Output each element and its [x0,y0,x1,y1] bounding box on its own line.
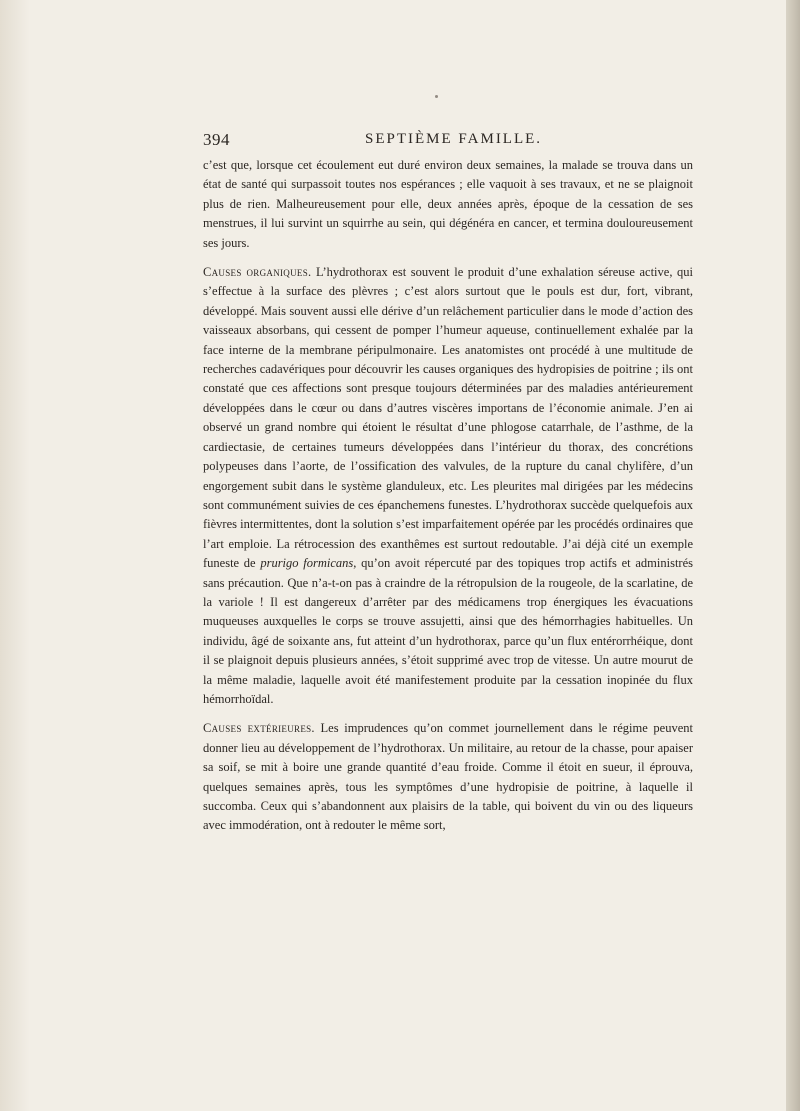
paragraph-text: Les imprudences qu’on commet journellement dans le régime peuvent donner lieu au développement de l’hydrothorax. Un militaire, au retour de la chasse, pour apaiser sa soif, se mit à boire une grande quantité d’eau froide. Comme il étoit en sueur, il éprouva, quelques semaines après, tous les symptômes d’une hydropisie de poitrine, à laquelle il succomba. Ceux qui s’abandonnent aux plaisirs de la table, qui boivent du vin ou des liqueurs avec immodération, ont à redouter le même sort, [203,721,693,833]
italic-term: prurigo formicans [260,556,354,571]
paragraph-causes-exterieures [203,719,693,835]
paragraph-text: L’hydrothorax est souvent le produit d’une exhalation séreuse active, qui s’effectue à la surface des plèvres ; c’est alors surtout que le pouls est dur, fort, vibrant, développé. Mais souvent aussi elle dérive d’un relâchement particulier dans le mode d’action des vaisseaux absorbans, qui cessent de pomper l’humeur aqueuse, continuellement exhalée par la face interne de la membrane péripulmonaire. Les anatomistes ont procédé à une multitude de recherches cadavériques pour découvrir les causes organiques des hydropisies de poitrine ; ils ont constaté que ces affections sont presque toujours déterminées par des maladies antérieurement développées dans le cœur ou dans d’autres viscères importans de l’économie animale. J’en ai observé un grand nombre qui étoient le résultat d’une phlogose catarrhale, de l’asthme, de la cardiectasie, de certaines tumeurs développées dans l’intérieur du thorax, des concrétions polypeuses dans l’aorte, de l’ossification des valvules, de la rupture du canal chylifère, d’un engorgement subit dans le système glanduleux, etc. Les pleurites mal dirigées par les médecins sont communément suivies de ces épanchemens funestes. L’hydrothorax succède quelquefois aux fièvres intermittentes, dont la solution s’est imparfaitement opérée par les procédés ordinaires que l’art emploie. La rétrocession des exanthêmes est surtout redoutable. J’ai déjà cité un exemple funeste de [203,265,693,571]
page-number: 394 [203,130,230,149]
page-header [203,130,693,154]
paragraph-causes-organiques [203,263,693,709]
section-heading: Causes extérieures. [203,721,315,736]
page-gutter-shade [0,0,30,1111]
ink-speck [435,95,438,98]
running-head: SEPTIÈME FAMILLE. [365,131,543,147]
body-text [203,156,693,836]
paragraph-continuation [203,156,693,253]
paragraph-text: c’est que, lorsque cet écoulement eut duré environ deux semaines, la malade se trouva dans un état de santé qui surpassoit toutes nos espérances ; elle vaquoit à ses travaux, et ne se plaignoit plus de rien. Malheureusement pour elle, deux années après, époque de la cessation de ses menstrues, il lui survint un squirrhe au sein, qui dégénéra en cancer, et termina douloureusement ses jours. [203,158,693,250]
section-heading: Causes organiques. [203,265,312,280]
paragraph-text: , qu’on avoit répercuté par des topiques trop actifs et administrés sans précaution. Que n’a-t-on pas à craindre de la rétropulsion de la rougeole, de la scarlatine, de la variole ! Il est dangereux d’arrêter par des médicamens trop énergiques les évacuations muqueuses auxquelles le corps se trouve assujetti, ainsi que des hémorrhagies habituelles. Un individu, âgé de soixante ans, fut atteint d’un hydrothorax, parce qu’un flux entérorrhéique, dont il se plaignoit depuis plusieurs années, s’étoit supprimé avec trop de vitesse. Un autre mourut de la même maladie, laquelle avoit été manifestement produite par la cessation inopinée du flux hémorrhoïdal. [203,556,693,706]
page-edge [786,0,800,1111]
